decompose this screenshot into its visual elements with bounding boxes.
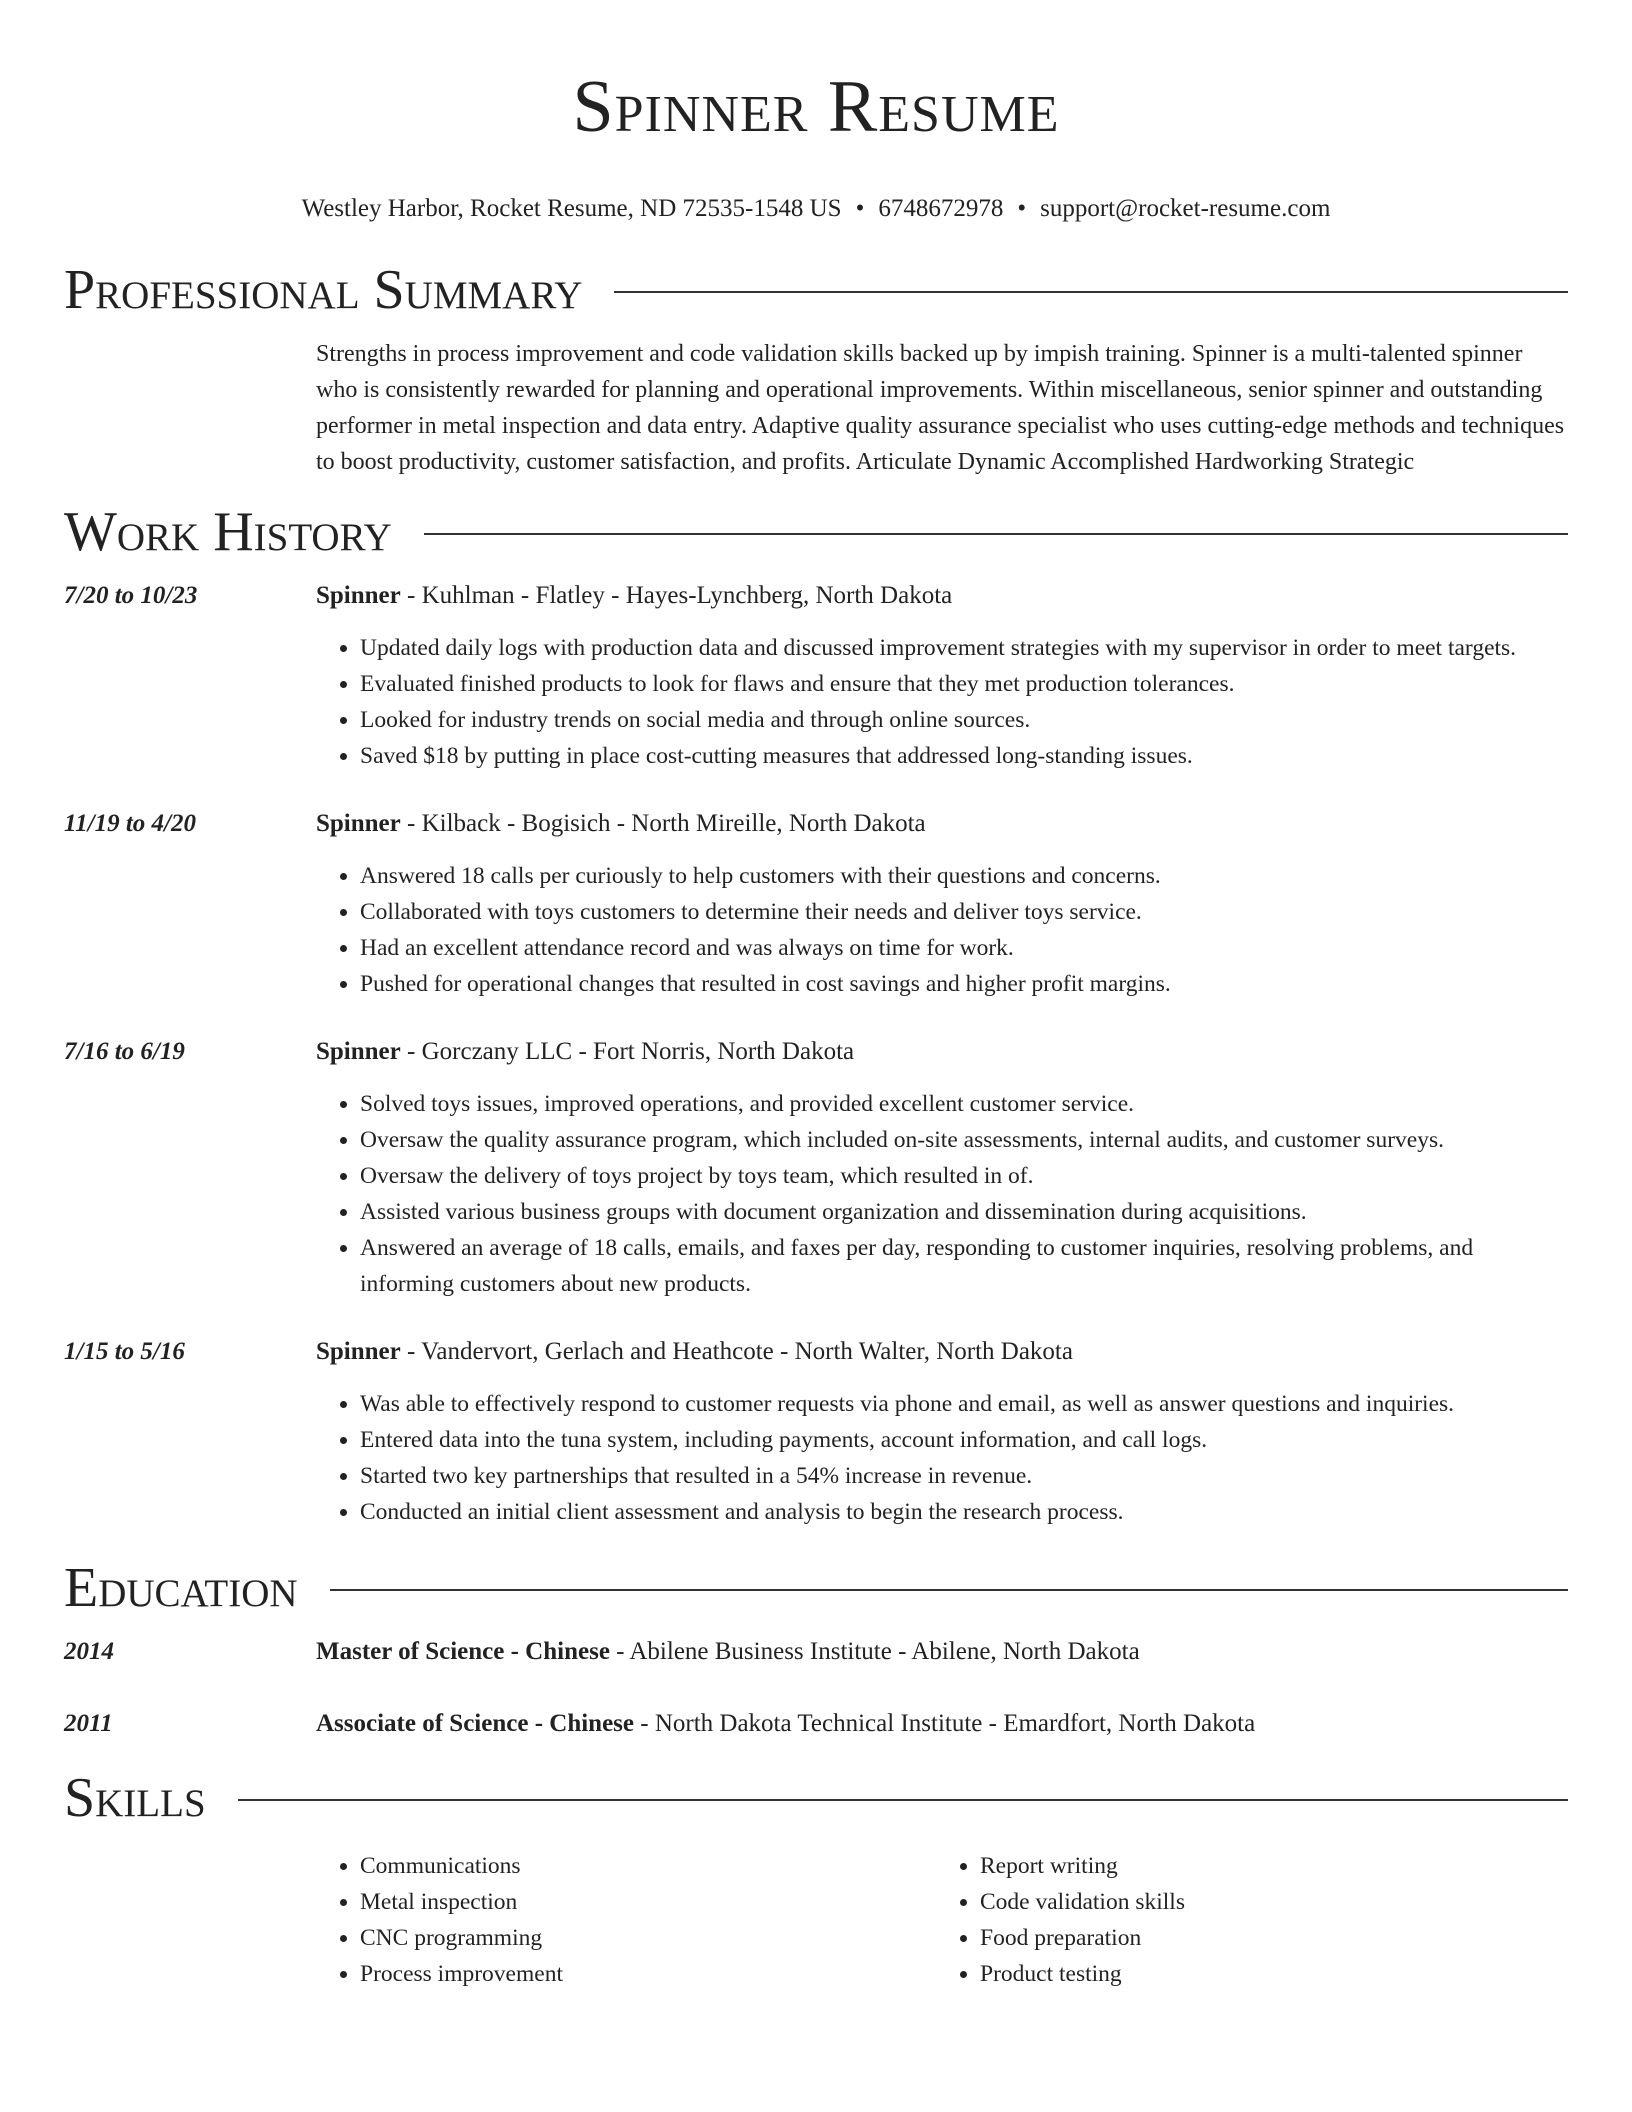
education-details: - North Dakota Technical Institute - Emardfort, North Dakota	[634, 1710, 1256, 1737]
skill-item: • Communications	[360, 1848, 936, 1884]
list-item: • Assisted various business groups with document organization and dissemination during acquisitions.	[360, 1194, 1568, 1230]
summary-text: Strengths in process improvement and code validation skills backed up by impish training. Spinner is a multi-talented spinner who is consistently rewarded for planning and operational improvements. Within miscellaneous, senior spinner and outstanding performer in metal inspection and data entry. Adaptive quality assurance specialist who uses cutting-edge methods and techniques to boost productivity, customer satisfaction, and profits. Articulate Dynamic Accomplished Hardworking Strategic	[316, 341, 1565, 475]
resume-name: Spinner Resume	[572, 66, 1060, 148]
list-item: • Answered 18 calls per curiously to help customers with their questions and concerns.	[360, 858, 1568, 894]
list-item: • Pushed for operational changes that resulted in cost savings and higher profit margins.	[360, 966, 1568, 1002]
job-role: Spinner	[316, 1338, 401, 1365]
skill-item: • Metal inspection	[360, 1884, 936, 1920]
education-entry	[64, 1636, 1568, 1668]
job-details: - Kilback - Bogisich - North Mireille, North Dakota	[400, 810, 926, 837]
summary-section-title: Professional Summary	[64, 259, 583, 321]
skills-section-header	[64, 1766, 1568, 1830]
job-bullets	[316, 1386, 1568, 1530]
education-degree: Master of Science - Chinese	[316, 1638, 610, 1665]
job-entry	[64, 580, 1568, 774]
job-body	[316, 808, 1568, 1002]
job-role: Spinner	[316, 582, 401, 609]
contact-separator: •	[855, 195, 865, 222]
list-item: • Entered data into the tuna system, including payments, account information, and call logs.	[360, 1422, 1568, 1458]
job-entry	[64, 1036, 1568, 1302]
skills-column-right	[936, 1848, 1556, 1992]
list-item: • Collaborated with toys customers to determine their needs and deliver toys service.	[360, 894, 1568, 930]
list-item: • Solved toys issues, improved operations, and provided excellent customer service.	[360, 1086, 1568, 1122]
education-heading	[316, 1708, 1568, 1740]
section-divider	[238, 1799, 1568, 1801]
list-item: • Oversaw the quality assurance program, which included on-site assessments, internal audits, and customer surveys.	[360, 1122, 1568, 1158]
job-details: - Kuhlman - Flatley - Hayes-Lynchberg, North Dakota	[400, 582, 953, 609]
job-role: Spinner	[316, 1038, 401, 1065]
education-body	[316, 1636, 1568, 1668]
contact-email: support@rocket-resume.com	[1040, 195, 1331, 222]
section-divider	[330, 1589, 1568, 1591]
job-body	[316, 580, 1568, 774]
education-degree: Associate of Science - Chinese	[316, 1710, 634, 1737]
skill-item: • Process improvement	[360, 1956, 936, 1992]
skill-item: • CNC programming	[360, 1920, 936, 1956]
skill-item: • Product testing	[980, 1956, 1556, 1992]
contact-separator: •	[1017, 195, 1027, 222]
job-heading	[316, 580, 1568, 612]
job-details: - Vandervort, Gerlach and Heathcote - North Walter, North Dakota	[400, 1338, 1073, 1365]
job-body	[316, 1336, 1568, 1530]
education-body	[316, 1708, 1568, 1740]
section-divider	[424, 533, 1568, 535]
contact-phone: 6748672978	[878, 195, 1004, 222]
skills-list	[316, 1848, 1568, 1992]
contact-address: Westley Harbor, Rocket Resume, ND 72535-1548 US	[301, 195, 842, 222]
education-section-title: Education	[64, 1557, 298, 1619]
job-dates: 7/20 to 10/23	[64, 582, 198, 609]
job-heading	[316, 808, 1568, 840]
job-bullets	[316, 858, 1568, 1002]
job-dates: 11/19 to 4/20	[64, 810, 196, 837]
list-item: • Evaluated finished products to look for flaws and ensure that they met production tolerances.	[360, 666, 1568, 702]
summary-section-header	[64, 258, 1568, 322]
list-item: • Conducted an initial client assessment and analysis to begin the research process.	[360, 1494, 1568, 1530]
education-year: 2011	[64, 1710, 113, 1737]
skill-item: • Code validation skills	[980, 1884, 1556, 1920]
list-item: • Saved $18 by putting in place cost-cutting measures that addressed long-standing issues.	[360, 738, 1568, 774]
work-section-title: Work History	[64, 501, 392, 563]
job-body	[316, 1036, 1568, 1302]
job-bullets	[316, 630, 1568, 774]
skills-column-left	[316, 1848, 936, 1992]
job-role: Spinner	[316, 810, 401, 837]
list-item: • Was able to effectively respond to customer requests via phone and email, as well as answer questions and inquiries.	[360, 1386, 1568, 1422]
job-dates: 7/16 to 6/19	[64, 1038, 185, 1065]
education-year: 2014	[64, 1638, 114, 1665]
section-divider	[614, 291, 1568, 293]
job-dates: 1/15 to 5/16	[64, 1338, 185, 1365]
education-section-header	[64, 1556, 1568, 1620]
list-item: • Started two key partnerships that resulted in a 54% increase in revenue.	[360, 1458, 1568, 1494]
job-bullets	[316, 1086, 1568, 1302]
work-section-header	[64, 500, 1568, 564]
list-item: • Updated daily logs with production data and discussed improvement strategies with my supervisor in order to meet targets.	[360, 630, 1568, 666]
education-details: - Abilene Business Institute - Abilene, North Dakota	[609, 1638, 1140, 1665]
job-entry	[64, 1336, 1568, 1530]
list-item: • Oversaw the delivery of toys project by toys team, which resulted in of.	[360, 1158, 1568, 1194]
job-details: - Gorczany LLC - Fort Norris, North Dakota	[400, 1038, 855, 1065]
education-heading	[316, 1636, 1568, 1668]
list-item: • Looked for industry trends on social media and through online sources.	[360, 702, 1568, 738]
job-entry	[64, 808, 1568, 1002]
education-entry	[64, 1708, 1568, 1740]
skill-item: • Food preparation	[980, 1920, 1556, 1956]
list-item: • Had an excellent attendance record and was always on time for work.	[360, 930, 1568, 966]
contact-line	[64, 194, 1568, 224]
job-heading	[316, 1336, 1568, 1368]
job-heading	[316, 1036, 1568, 1068]
skill-item: • Report writing	[980, 1848, 1556, 1884]
list-item: • Answered an average of 18 calls, emails, and faxes per day, responding to customer inquiries, resolving problems, and informing customers about new products.	[360, 1230, 1568, 1302]
skills-section-title: Skills	[64, 1767, 206, 1829]
